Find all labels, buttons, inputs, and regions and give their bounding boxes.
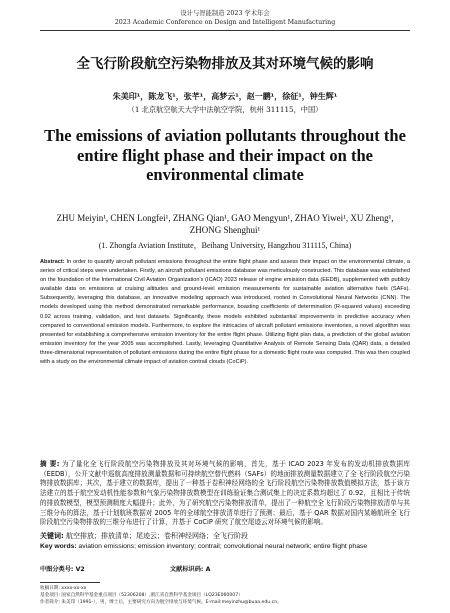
keywords-cn: [40, 531, 410, 541]
keywords-en: [40, 542, 410, 551]
fund-info: 基金项目: 国家自然科学基金重点项目（52306208）,浙江省自然科学基金项目（LQ23E060007）: [40, 593, 243, 598]
clc-number: 中图分类号: V2: [40, 566, 85, 573]
author-bio: 作者简介: 朱美印（1991-），男，博士后，主要研究方向为航空排放与环境气候。E-mail:meyinzhu@buaa.edu.cn。: [40, 600, 282, 605]
abstract-en: [40, 258, 410, 367]
keywords-en-label: Key words:: [40, 543, 77, 550]
authors-en: ZHU Meiyin¹, CHEN Longfei¹, ZHANG Qian¹, GAO Mengyun¹, ZHAO Yiwei¹, XU Zheng¹, ZHONG Shenghui¹: [56, 213, 394, 235]
abstract-cn-label: 摘 要:: [40, 460, 60, 468]
paper-title-en: The emissions of aviation pollutants throughout the entire flight phase and their impact on the environmental climate: [44, 126, 406, 184]
keywords-cn-label: 关键词:: [40, 532, 64, 540]
affiliation-cn: （1 北京航空航天大学中法航空学院，杭州 311115，中国）: [127, 105, 323, 114]
abstract-cn: [40, 460, 410, 528]
classification-line: [40, 564, 410, 573]
keywords-en-text: aviation emissions; emission inventory; contrail; convolutional neural network; entire flight phase: [78, 543, 368, 550]
keywords-cn-text: 航空排放；排放清单；尾迹云；卷积神经网络；全飞行阶段: [66, 532, 249, 540]
authors-cn: 朱美印¹，陈龙飞¹，张芊¹，高梦云¹，赵一鹏¹，徐征¹，钟生辉¹: [112, 92, 338, 101]
abstract-en-label: Abstract:: [40, 259, 65, 265]
header-divider: [40, 30, 410, 31]
footnote-divider: [40, 582, 100, 583]
paper-title-cn: 全飞行阶段航空污染物排放及其对环境气候的影响: [76, 56, 374, 72]
footnotes: [40, 585, 410, 606]
affiliation-en: (1. Zhongfa Aviation Institute，Beihang University, Hangzhou 311115, China): [98, 241, 352, 250]
abstract-en-text: In order to quantify aircraft pollutant emissions throughout the entire flight phase and assess their impact on the environmental climate, a series of critical steps were undertaken. Firstly, an aircraft pollutant emissions database was meticulously constructed. This database was established on the foundation of the International Civil Aviation Organization's (ICAO) 2023 release of engine emission data (EEDB), supplemented with publicly available data on emissions at cruising altitudes and ground-level emission measurements for sustainable aviation alternative fuels (SAFs). Subsequently, leveraging this database, an innovative modeling approach was introduced, rooted in Convolutional Neural Networks (CNN). The models developed using this method demonstrated remarkable performance, boasting coefficients of determination (R-squared values) exceeding 0.92 across training, validation, and test datasets. Significantly, these models exhibited substantial improvements in predictive accuracy when compared to conventional emission models. Furthermore, to explore the intricacies of aircraft pollutant emissions inventories, a novel algorithm was presented for establishing a comprehensive emission inventory for the entire flight phase. Utilizing flight plan data, a prediction of the global aviation emission inventory for the year 2005 was accomplished. Lastly, leveraging Quantitative Analysis of Remote Sensing Data (QAR) data, a detailed three-dimensional representation of pollutant emissions during the entire flight phase for a domestic flight route was computed. This was then coupled with a study on the environmental climate impact of aviation contrail clouds (CoCiP).: [40, 259, 410, 366]
header-conference-en: 2023 Academic Conference on Design and Intelligent Manufacturing: [114, 19, 336, 26]
running-header: [0, 9, 450, 27]
abstract-cn-text: 为了量化全飞行阶段航空污染物排放及其对环境气候的影响，首先，基于 ICAO 2023 年发布的发动机排放数据库（EEDB），公开文献中巡航高度排放测量数据和可持续航空替代燃料（SAFs）的地面排放测量数据建立了全飞行阶段航空污染物排放数据库；其次，基于建立的数据库，提出了一种基于卷积神经网络的全飞行阶段航空污染物排放数值模拟方法，基于该方法建立的基于航空发动机性能参数和气象污染物排放数模型在训练验证集合测试集上的决定系数均超过了 0.92，且相比于传统的排放数模型，模型预测精度大幅提升；此外，为了研究航空污染物排放清单，提出了一种航空全飞行阶段污染物排放清单与其三维分布的算法，基于计划航班数据对 2005 年的全球航空排放清单进行了预测；最后，基于 QAR 数据对国内某趟航班全飞行阶段航空污染物排放的三维分布进行了计算，并基于 CoCiP 研究了航空尾迹云对环境气候的影响。: [40, 460, 411, 527]
received-date: 收稿日期: xxxx-xx-xx: [40, 586, 87, 591]
document-code: 文献标识码: A: [170, 566, 211, 573]
header-conference-cn: 设计与智能制造 2023 学术年会: [180, 10, 270, 17]
